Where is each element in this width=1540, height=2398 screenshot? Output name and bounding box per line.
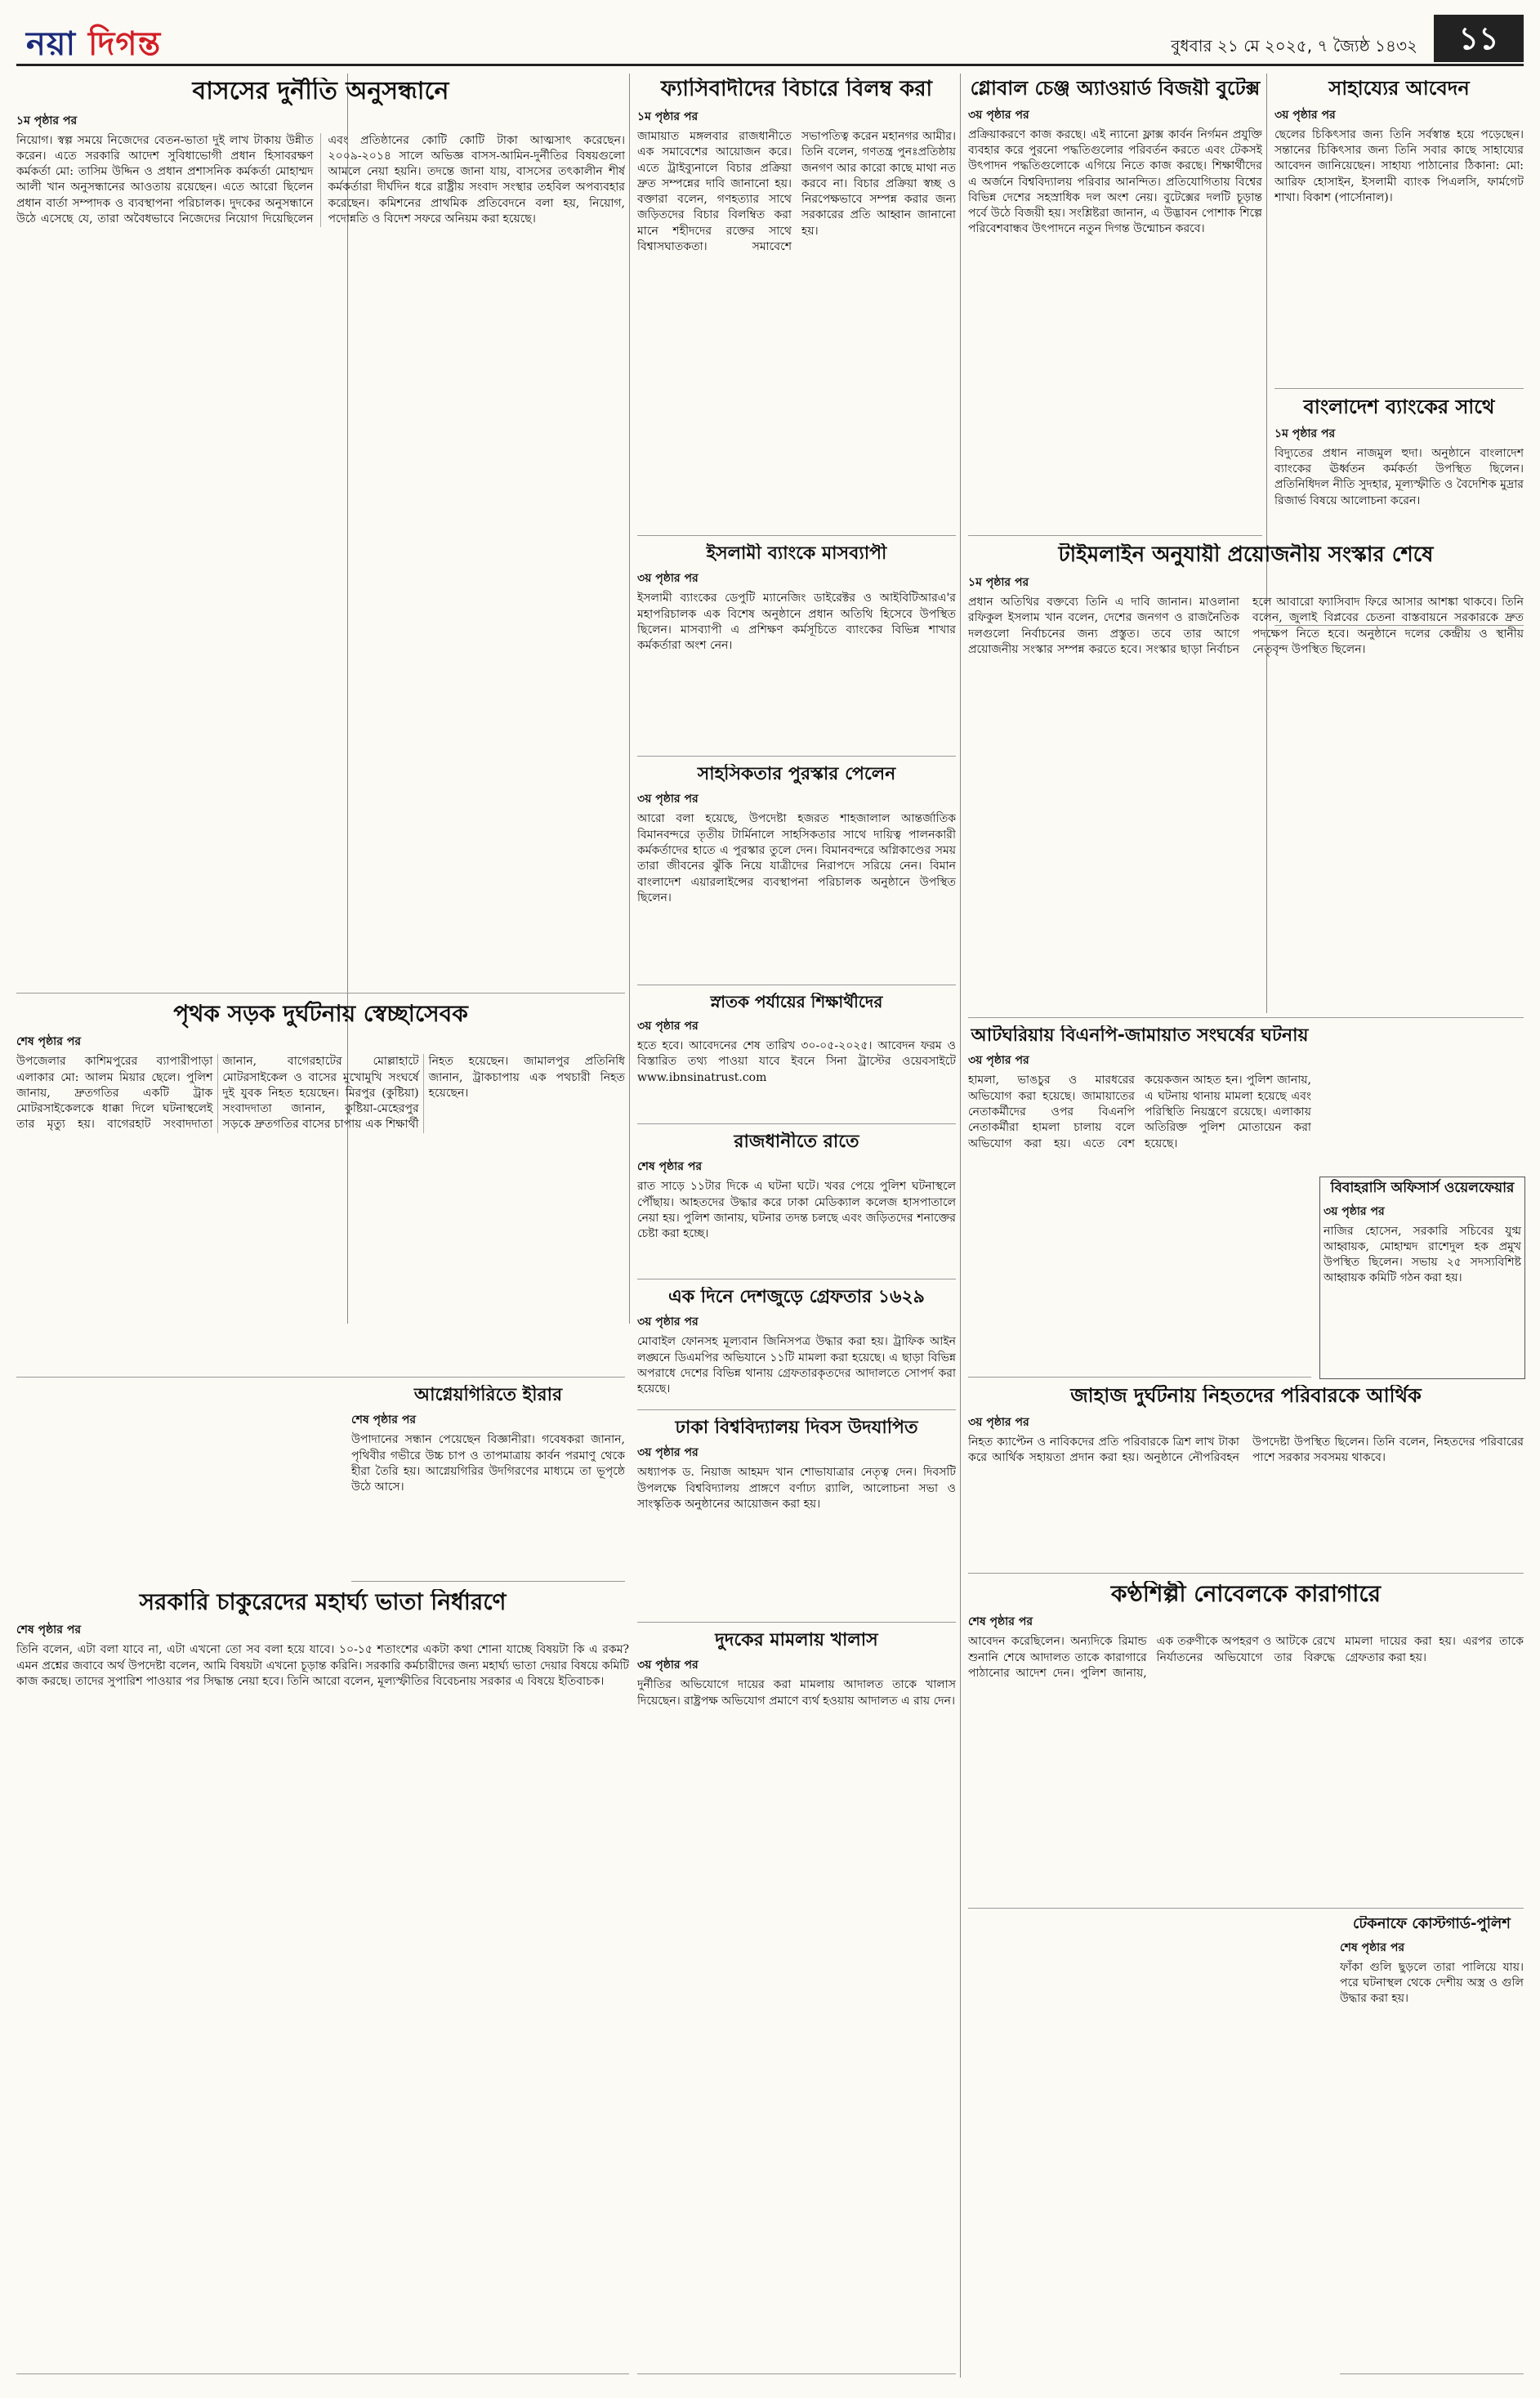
story-islami-bank (637, 543, 956, 757)
story-ship-accident (968, 1385, 1524, 1574)
article-body: মোবাইল ফোনসহ মূল্যবান জিনিসপত্র উদ্ধার করা হয়। ট্রাফিক আইন লঙ্ঘনে ডিএমপির অভিযানে ১১টি মামলা করা হয়েছে। এ ছাড়া বিভিন্ন অপরাধে দেশের বিভিন্ন থানায় গ্রেফতারকৃতদের আদালতে সোপর্দ করা হয়েছে। (637, 1335, 956, 1396)
article-body: নিহত ক্যাপ্টেন ও নাবিকদের প্রতি পরিবারকে ত্রিশ লাখ টাকা করে আর্থিক সহায়তা প্রদান করা হয়। অনুষ্ঠানে নৌপরিবহন উপদেষ্টা উপস্থিত ছিলেন। তিনি বলেন, নিহতদের পরিবারের পাশে সরকার সবসময় থাকবে। (968, 1435, 1524, 1464)
story-graduate-students (637, 993, 956, 1124)
headline[interactable]: বাংলাদেশ ব্যাংকের সাথে (1303, 396, 1495, 418)
continuation-label: ৩য় পৃষ্ঠার পর (1274, 108, 1336, 122)
article-body: ছেলের চিকিৎসার জন্য তিনি সর্বস্বান্ত হয়ে পড়েছেন। সন্তানের চিকিৎসার জন্য তিনি সবার কাছে সাহায্যের আবেদন জানিয়েছেন। সাহায্য পাঠানোর ঠিকানা: মো: আরিফ হোসাইন, ইসলামী ব্যাংক পিএলসি, ফার্মগেট শাখা। বিকাশ (পার্সোনাল)। (1274, 127, 1524, 204)
headline[interactable]: গ্লোবাল চেঞ্জ অ্যাওয়ার্ড বিজয়ী বুটেক্স (970, 78, 1261, 100)
continuation-label: ৩য় পৃষ্ঠার পর (637, 1446, 699, 1460)
continuation-label: ৩য় পৃষ্ঠার পর (968, 1054, 1029, 1068)
continuation-label: শেষ পৃষ্ঠার পর (968, 1615, 1033, 1629)
article-body: তিনি বলেন, এটা বলা যাবে না, এটা এখনো তো সব বলা হয়ে যাবে। ১০-১৫ শতাংশের একটা কথা শোনা যাচ্ছে বিষয়টা কি এ রকম? এমন প্রশ্নের জবাবে অর্থ উপদেষ্টা বলেন, আমি বিষয়টা এখনো চূড়ান্ত করিনি। সরকারি কর্মচারীদের জন্য মহার্ঘ্য ভাতা দেয়ার বিষয়ে কমিটি কাজ করছে। তাদের সুপারিশ পাওয়ার পর সিদ্ধান্ত নেয়া হবে। তিনি আরো বলেন, মূল্যস্ফীতির বিবেচনায় সরকার এ বিষয়ে ইতিবাচক। (16, 1643, 629, 1688)
continuation-label: ৩য় পৃষ্ঠার পর (968, 108, 1029, 122)
headline[interactable]: সরকারি চাকুরেদের মহার্ঘ্য ভাতা নির্ধারণে (139, 1589, 507, 1615)
continuation-label: ৩য় পৃষ্ঠার পর (637, 1315, 699, 1329)
continuation-label: ৩য় পৃষ্ঠার পর (968, 1415, 1029, 1429)
headline[interactable]: ইসলামী ব্যাংকে মাসব্যাপী (706, 543, 887, 564)
headline[interactable]: দুদকের মামলায় খালাস (715, 1630, 878, 1650)
story-capital-night (637, 1132, 956, 1279)
story-volcano-diamond (351, 1385, 625, 1582)
story-courage-award (637, 764, 956, 985)
continuation-label: ৩য় পৃষ্ঠার পর (637, 793, 699, 806)
article-body: দুর্নীতির অভিযোগে দায়ের করা মামলায় আদালত তাকে খালাস দিয়েছেন। রাষ্ট্রপক্ষ অভিযোগ প্রমাণে ব্যর্থ হওয়ায় আদালত এ রায় দেন। (637, 1678, 956, 1708)
story-dhaka-university-day (637, 1418, 956, 1623)
article-body: বিদ্যুতের প্রধান নাজমুল হুদা। অনুষ্ঠানে বাংলাদেশ ব্যাংকের ঊর্ধ্বতন কর্মকর্তা উপস্থিত ছিলেন। প্রতিনিধিদল নীতি সুদহার, মূল্যস্ফীতি ও বৈদেশিক মুদ্রার রিজার্ভ বিষয়ে আলোচনা করেন। (1274, 446, 1524, 507)
headline[interactable]: আগ্নেয়গিরিতে হীরার (413, 1385, 563, 1405)
story-fascist-trial (637, 78, 956, 536)
article-body: অধ্যাপক ড. নিয়াজ আহমদ খান শোভাযাত্রার নেতৃত্ব দেন। দিবসটি উপলক্ষে বিশ্ববিদ্যালয় প্রাঙ্গণে বর্ণাঢ্য র‌্যালি, আলোচনা সভা ও সাংস্কৃতিক অনুষ্ঠানের আয়োজন করা হয়। (637, 1466, 956, 1511)
headline[interactable]: ফ্যাসিবাদীদের বিচারে বিলম্ব করা (660, 78, 933, 101)
article-body: আবেদন করেছিলেন। অন্যদিকে রিমান্ড শুনানি শেষে আদালত তাকে কারাগারে পাঠানোর আদেশ দেন। পুলিশ জানায়, এক তরুণীকে অপহরণ ও আটকে রেখে নির্যাতনের অভিযোগে তার বিরুদ্ধে মামলা দায়ের করা হয়। এরপর তাকে গ্রেফতার করা হয়। (968, 1635, 1524, 1680)
headline[interactable]: টাইমলাইন অনুযায়ী প্রয়োজনীয় সংস্কার শেষে (1058, 543, 1434, 567)
page-number: ১১ (1434, 15, 1524, 62)
continuation-label: ১ম পৃষ্ঠার পর (637, 109, 699, 123)
story-bnp-jamaat-clash (968, 1025, 1311, 1378)
story-teknaf (1340, 1916, 1524, 2374)
story-dudok-acquittal (637, 1630, 956, 2374)
article-body: প্রক্রিয়াকরণে কাজ করছে। এই ন্যানো ফ্লাক্স কার্বন নির্গমন প্রযুক্তি ব্যবহার করে পুরনো পদ্ধতিগুলোর পরিবর্তন করতে এবং টেকসই উৎপাদন পদ্ধতিগুলোকে এগিয়ে নিতে কাজ করছে। শিক্ষার্থীদের এ অর্জনে বিশ্ববিদ্যালয় পরিবার আনন্দিত। প্রতিযোগিতায় বিশ্বের বিভিন্ন দেশের সহস্রাধিক দল অংশ নেয়। বুটেক্সের দলটি চূড়ান্ত পর্বে উঠে বিজয়ী হয়। সংশ্লিষ্টরা জানান, এ উদ্ভাবন পোশাক শিল্পে পরিবেশবান্ধব উৎপাদনে নতুন দিগন্ত উন্মোচন করবে। (968, 127, 1262, 236)
continuation-label: ১ম পৃষ্ঠার পর (16, 114, 78, 127)
article-body: উপজেলার কাশিমপুরের ব্যাপারীপাড়া এলাকার মো: আলম মিয়ার ছেলে। পুলিশ জানায়, দ্রুতগতির একটি ট্রাক মোটরসাইকেলকে ধাক্কা দিলে ঘটনাস্থলেই তার মৃত্যু হয়। বাগেরহাট সংবাদদাতা জানান, বাগেরহাটের মোল্লাহাটে মোটরসাইকেল ও বাসের মুখোমুখি সংঘর্ষে দুই যুবক নিহত হয়েছেন। মিরপুর (কুষ্টিয়া) সংবাদদাতা জানান, কুষ্টিয়া-মেহেরপুর সড়কে দ্রুতগতির বাসের চাপায় এক শিক্ষার্থী নিহত হয়েছেন। জামালপুর প্রতিনিধি জানান, ট্রাকচাপায় এক পথচারী নিহত হয়েছেন। (16, 1055, 625, 1132)
headline[interactable]: এক দিনে দেশজুড়ে গ্রেফতার ১৬২৯ (668, 1287, 925, 1307)
headline[interactable]: রাজধানীতে রাতে (734, 1132, 859, 1152)
headline[interactable]: সাহসিকতার পুরস্কার পেলেন (697, 764, 896, 784)
continuation-label: ৩য় পৃষ্ঠার পর (637, 572, 699, 586)
article-body: হামলা, ভাঙচুর ও মারধরের অভিযোগ করা হয়েছে। জামায়াতের নেতাকর্মীদের ওপর বিএনপি নেতাকর্মীরা হামলা চালায় বলে অভিযোগ করা হয়। এতে বেশ কয়েকজন আহত হন। পুলিশ জানায়, এ ঘটনায় থানায় মামলা হয়েছে এবং পরিস্থিতি নিয়ন্ত্রণে রয়েছে। এলাকায় অতিরিক্ত পুলিশ মোতায়েন করা হয়েছে। (968, 1074, 1311, 1150)
logo-text-part1: নয়া (26, 25, 88, 63)
continuation-label: শেষ পৃষ্ঠার পর (637, 1160, 703, 1174)
article-body: প্রধান অতিথির বক্তব্যে তিনি এ দাবি জানান। মাওলানা রফিকুল ইসলাম খান বলেন, দেশের জনগণ ও রাজনৈতিক দলগুলো নির্বাচনের জন্য প্রস্তুত। তবে তার আগে প্রয়োজনীয় সংস্কার সম্পন্ন করতে হবে। সংস্কার ছাড়া নির্বাচন হলে আবারো ফ্যাসিবাদ ফিরে আসার আশঙ্কা থাকবে। তিনি বলেন, জুলাই বিপ্লবের চেতনা বাস্তবায়নে সরকারকে দ্রুত পদক্ষেপ নিতে হবে। অনুষ্ঠানে দলের কেন্দ্রীয় ও স্থানীয় নেতৃবৃন্দ উপস্থিত ছিলেন। (968, 595, 1524, 656)
continuation-label: শেষ পৃষ্ঠার পর (1340, 1940, 1405, 1954)
headline[interactable]: ঢাকা বিশ্ববিদ্যালয় দিবস উদযাপিত (675, 1418, 918, 1438)
article-body: ইসলামী ব্যাংকের ডেপুটি ম্যানেজিং ডাইরেক্টর ও আইবিটিআরএ'র মহাপরিচালক এক বিশেষ অনুষ্ঠানে প্রধান অতিথি হিসেবে উপস্থিত ছিলেন। মাসব্যাপী এ প্রশিক্ষণ কর্মসূচিতে ব্যাংকের বিভিন্ন শাখার কর্মকর্তারা অংশ নেন। (637, 592, 956, 653)
dateline: বুধবার ২১ মে ২০২৫, ৭ জ্যৈষ্ঠ ১৪৩২ (1171, 36, 1417, 56)
newspaper-logo[interactable] (26, 18, 161, 73)
masthead (16, 15, 1524, 66)
article-body: আরো বলা হয়েছে, উপদেষ্টা হজরত শাহজালাল আন্তর্জাতিক বিমানবন্দরে তৃতীয় টার্মিনালে সাহসিকতার সাথে দায়িত্ব পালনকারী কর্মকর্তাদের হাতে এ পুরস্কার তুলে দেন। বিমানবন্দরে অগ্নিকাণ্ডের সময় তারা জীবনের ঝুঁকি নিয়ে যাত্রীদের নিরাপদে সরিয়ে নেন। বিমান বাংলাদেশ এয়ারলাইন্সের ব্যবস্থাপনা পরিচালক অনুষ্ঠানে উপস্থিত ছিলেন। (637, 812, 956, 904)
headline[interactable]: সাহায্যের আবেদন (1328, 78, 1470, 100)
story-arrest (637, 1287, 956, 1410)
article-body: ফাঁকা গুলি ছুড়লে তারা পালিয়ে যায়। পরে ঘটনাস্থল থেকে দেশীয় অস্ত্র ও গুলি উদ্ধার করা হয়। (1340, 1960, 1524, 2006)
article-body: জামায়াত মঙ্গলবার রাজধানীতে এক সমাবেশের আয়োজন করে। এতে ট্রাইব্যুনালে বিচার প্রক্রিয়া দ্রুত সম্পন্নের দাবি জানানো হয়। বক্তারা বলেন, গণহত্যার সাথে জড়িতদের বিচার বিলম্বিত করা মানে শহীদদের রক্তের সাথে বিশ্বাসঘাতকতা। সমাবেশে সভাপতিত্ব করেন মহানগর আমীর। তিনি বলেন, গণতন্ত্র পুনঃপ্রতিষ্ঠায় জনগণ আর কারো কাছে মাথা নত করবে না। বিচার প্রক্রিয়া স্বচ্ছ ও নিরপেক্ষভাবে সম্পন্ন করার জন্য সরকারের প্রতি আহ্বান জানানো হয়। (637, 129, 956, 254)
story-bus-corruption (16, 78, 625, 994)
article-body: নিয়োগ। স্বল্প সময়ে নিজেদের বেতন-ভাতা দুই লাখ টাকায় উন্নীত করেন। এতে সরকারি আদেশ সুবিধাভোগী প্রধান হিসাবরক্ষণ কর্মকর্তা মো: তাসিম উদ্দিন ও প্রধান প্রশাসনিক কর্মকর্তা মোহাম্মদ আলী খান অনুসন্ধানের আওতায় রয়েছেন। এতে আরো ছিলেন প্রধান বার্তা সম্পাদক ও ব্যবস্থাপনা পরিচালক। দুদকের অনুসন্ধানে উঠে এসেছে যে, তারা অবৈধভাবে নিজেদের নিয়োগ দিয়েছিলেন এবং প্রতিষ্ঠানের কোটি কোটি টাকা আত্মসাৎ করেছেন। ২০০৯-২০১৪ সালে অভিজ্ঞ বাসস-আমিন-দুর্নীতির বিষয়গুলো আমলে নেয়া হয়নি। তদন্তে জানা যায়, বাসসের তৎকালীন শীর্ষ কর্মকর্তারা দীর্ঘদিন ধরে রাষ্ট্রীয় সংবাদ সংস্থার তহবিল অপব্যবহার করেছেন। কমিশনের প্রাথমিক প্রতিবেদনে বলা হয়, নিয়োগ, পদোন্নতি ও বিদেশ সফরে অনিয়ম করা হয়েছে। (16, 133, 625, 226)
continuation-label: ৩য় পৃষ্ঠার পর (1324, 1204, 1385, 1218)
continuation-label: ১ম পৃষ্ঠার পর (1274, 426, 1336, 440)
column-divider (629, 74, 630, 1324)
logo-text-part2: দিগন্ত (87, 25, 162, 63)
story-singer-jail (968, 1581, 1524, 1909)
story-timeline-reform (968, 543, 1524, 1018)
story-officers-welfare (1319, 1177, 1525, 1379)
story-govt-allowance (16, 1589, 629, 2374)
continuation-label: ১ম পৃষ্ঠার পর (968, 575, 1029, 589)
headline[interactable]: জাহাজ দুর্ঘটনায় নিহতদের পরিবারকে আর্থিক (1070, 1385, 1422, 1407)
headline[interactable]: কণ্ঠশিল্পী নোবেলকে কারাগারে (1110, 1581, 1382, 1607)
headline[interactable]: আটঘরিয়ায় বিএনপি-জামায়াত সংঘর্ষের ঘটনায় (971, 1025, 1309, 1046)
headline[interactable]: স্নাতক পর্যায়ের শিক্ষার্থীদের (710, 993, 883, 1011)
article-body: নাজির হোসেন, সরকারি সচিবের যুগ্ম আহ্বায়ক, মোহাম্মদ রাশেদুল হক প্রমুখ উপস্থিত ছিলেন। সভায় ২৫ সদস্যবিশিষ্ট আহ্বায়ক কমিটি গঠন করা হয়। (1324, 1224, 1521, 1285)
story-help-appeal (1274, 78, 1524, 389)
article-body: হতে হবে। আবেদনের শেষ তারিখ ৩০-০৫-২০২৫। আবেদন ফরম ও বিস্তারিত তথ্য পাওয়া যাবে ইবনে সিনা ট্রাস্টের ওয়েবসাইটে www.ibnsinatrust.com (637, 1039, 956, 1084)
continuation-label: ৩য় পৃষ্ঠার পর (637, 1020, 699, 1033)
story-global-change-award (968, 78, 1262, 536)
story-road-accident (16, 1001, 625, 1378)
column-divider (960, 74, 961, 2378)
headline[interactable]: বাসসের দুর্নীতি অনুসন্ধানে (192, 78, 449, 105)
article-body: উপাদানের সন্ধান পেয়েছেন বিজ্ঞানীরা। গবেষকরা জানান, পৃথিবীর গভীরে উচ্চ চাপ ও তাপমাত্রায় কার্বন পরমাণু থেকে হীরা তৈরি হয়। আগ্নেয়গিরির উদগিরণের মাধ্যমে তা ভূপৃষ্ঠে উঠে আসে। (351, 1433, 625, 1494)
continuation-label: ৩য় পৃষ্ঠার পর (637, 1659, 699, 1672)
headline[interactable]: টেকনাফে কোস্টগার্ড-পুলিশ (1353, 1916, 1511, 1932)
headline[interactable]: বিবাহরাসি অফিসার্স ওয়েলফেয়ার (1330, 1180, 1515, 1196)
continuation-label: শেষ পৃষ্ঠার পর (351, 1413, 417, 1427)
continuation-label: শেষ পৃষ্ঠার পর (16, 1623, 82, 1637)
article-body: রাত সাড়ে ১১টার দিকে এ ঘটনা ঘটে। খবর পেয়ে পুলিশ ঘটনাস্থলে পৌঁছায়। আহতদের উদ্ধার করে ঢাকা মেডিক্যাল কলেজ হাসপাতালে নেয়া হয়। পুলিশ জানায়, ঘটনার তদন্ত চলছে এবং জড়িতদের শনাক্তের চেষ্টা করা হচ্ছে। (637, 1180, 956, 1241)
headline[interactable]: পৃথক সড়ক দুর্ঘটনায় স্বেচ্ছাসেবক (173, 1001, 468, 1027)
continuation-label: শেষ পৃষ্ঠার পর (16, 1035, 82, 1049)
